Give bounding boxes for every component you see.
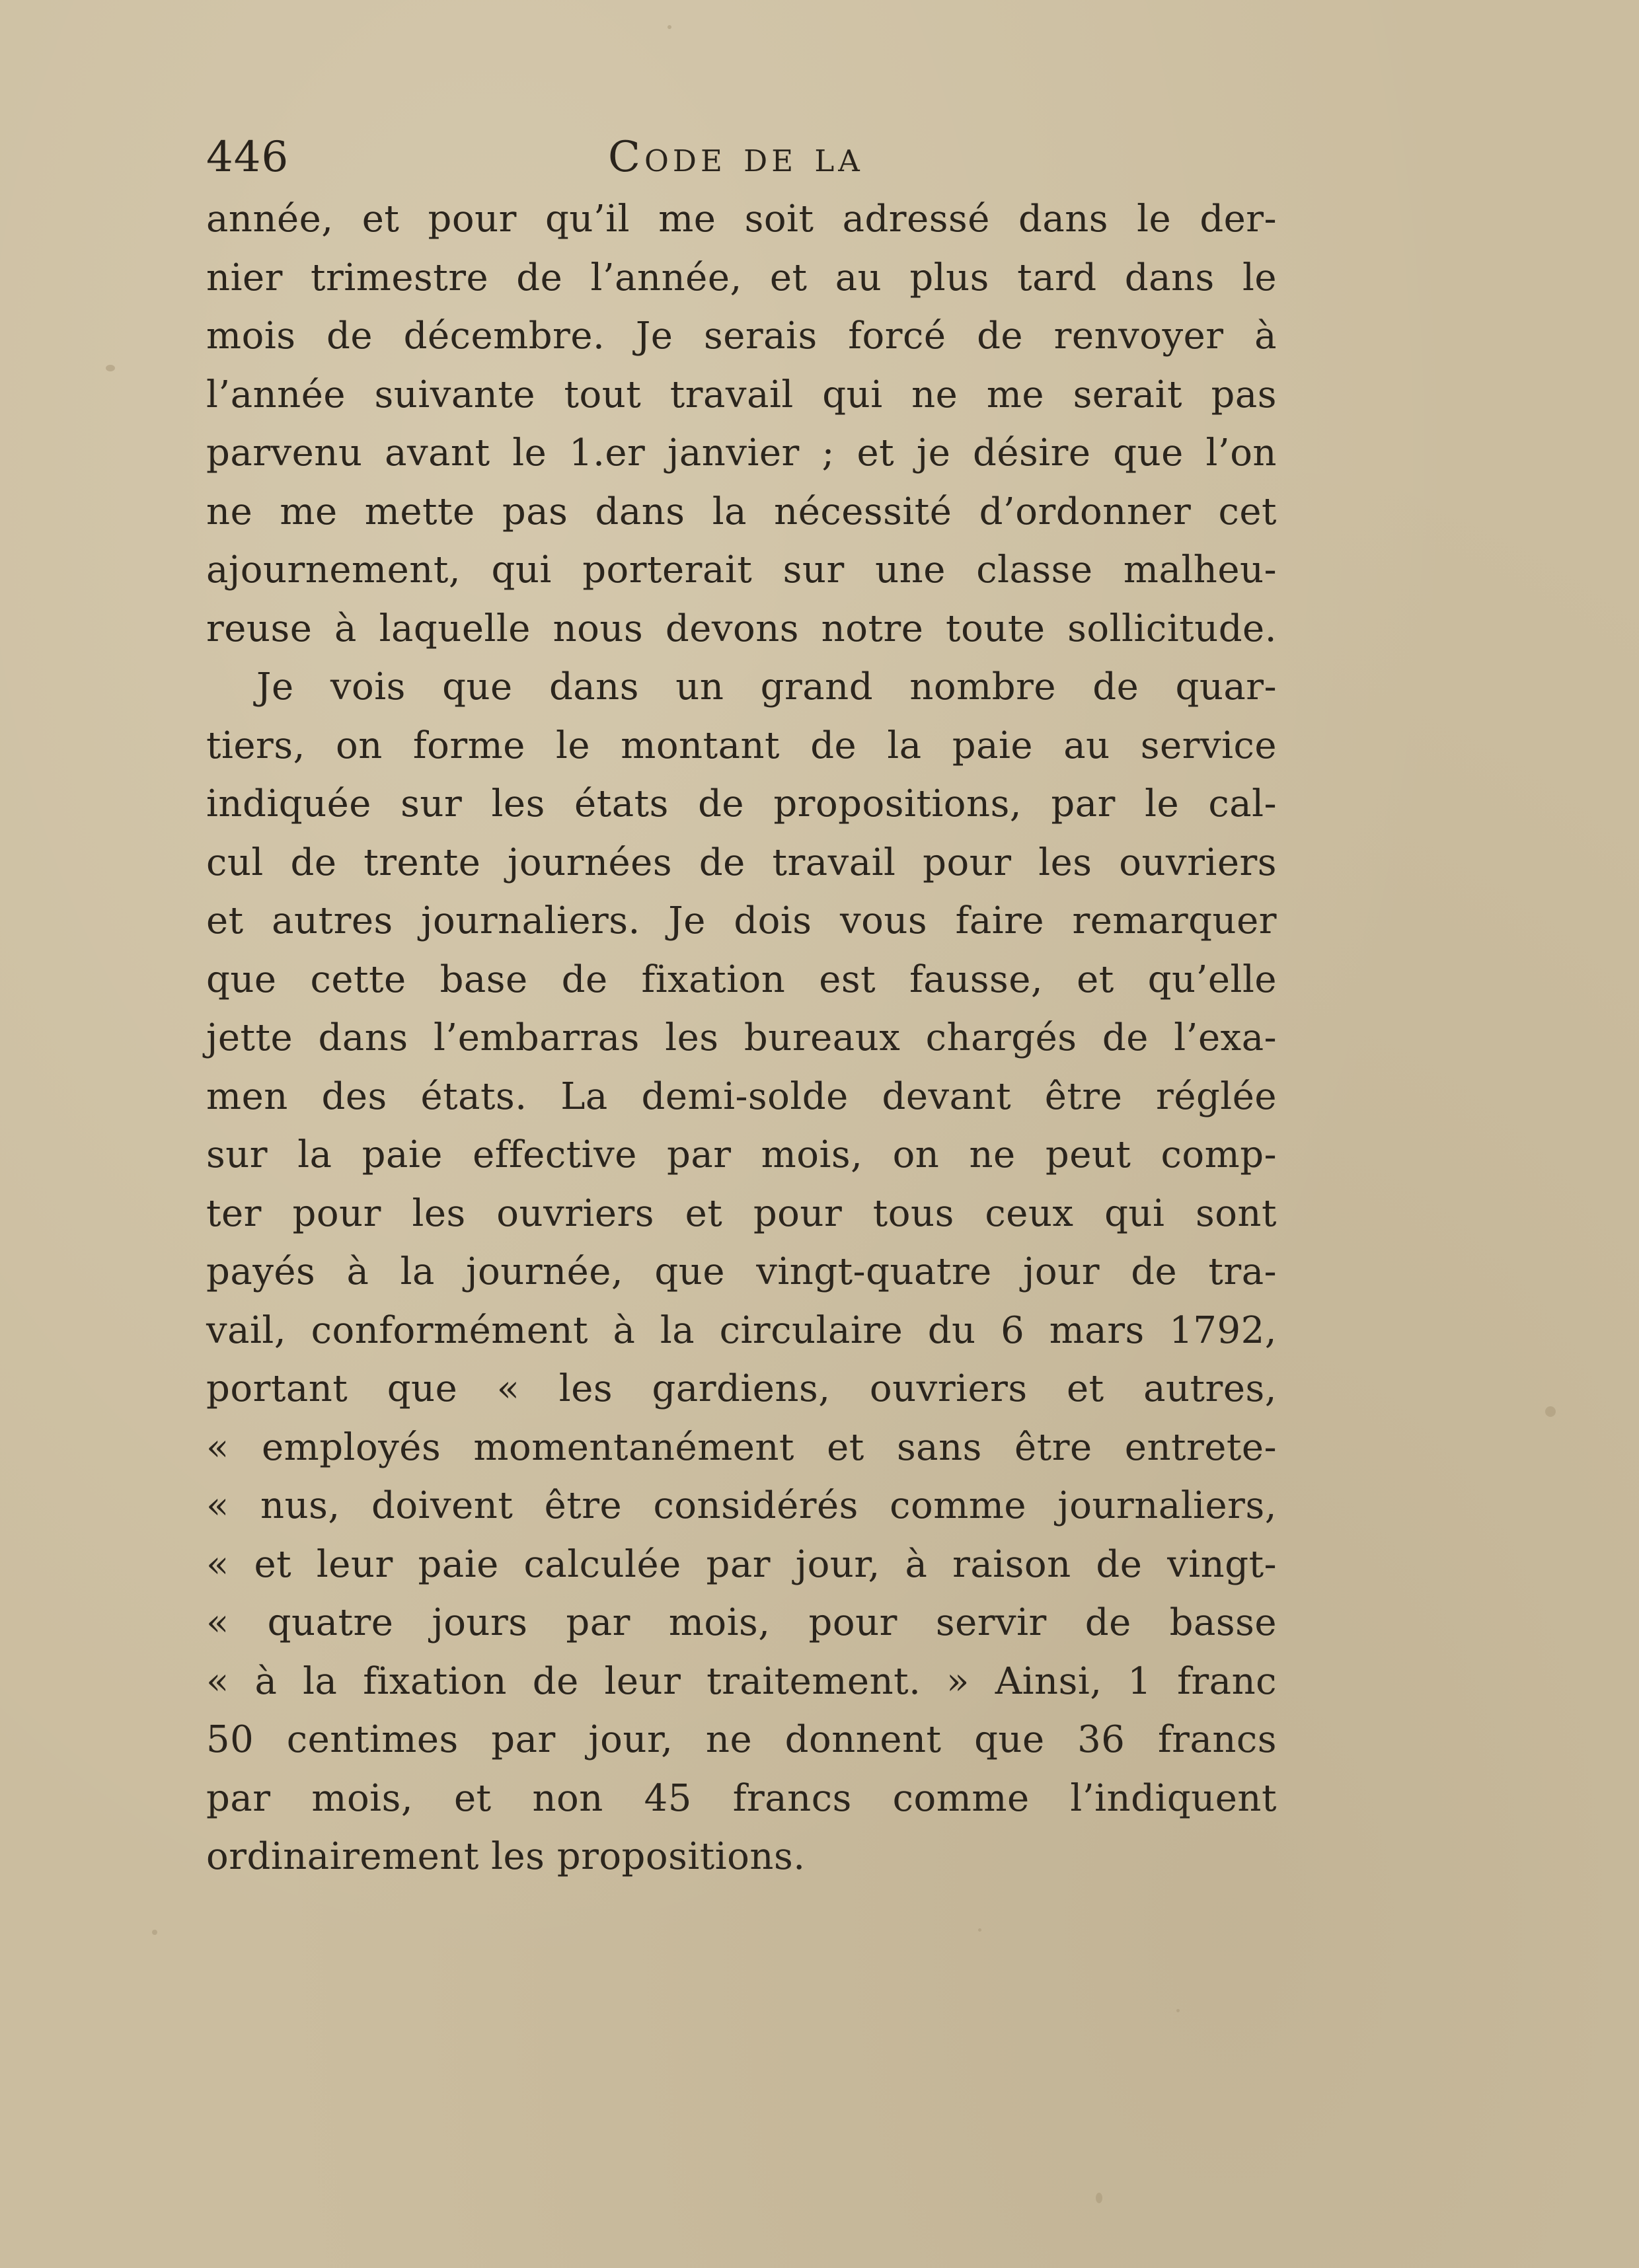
text-line: men des états. La demi-solde devant être réglée bbox=[206, 1075, 1277, 1118]
text-line: et autres journaliers. Je dois vous faire remarquer bbox=[206, 899, 1277, 942]
text-line: « employés momentanément et sans être entrete- bbox=[206, 1425, 1277, 1469]
paper-speck bbox=[1545, 1406, 1556, 1417]
text-line: payés à la journée, que vingt-quatre jour de tra- bbox=[206, 1250, 1277, 1293]
text-line: ordinairement les propositions. bbox=[206, 1835, 806, 1878]
text-line: par mois, et non 45 francs comme l’indiquent bbox=[206, 1776, 1277, 1820]
paper-speck bbox=[1096, 2193, 1102, 2203]
paper-speck bbox=[667, 25, 671, 29]
text-line: ter pour les ouvriers et pour tous ceux qui sont bbox=[206, 1191, 1277, 1235]
text-line: 50 centimes par jour, ne donnent que 36 francs bbox=[206, 1718, 1277, 1761]
text-line: vail, conformément à la circulaire du 6 mars 1792, bbox=[206, 1308, 1277, 1352]
text-line: jette dans l’embarras les bureaux chargés de l’exa- bbox=[206, 1016, 1277, 1059]
running-head: Code de la bbox=[608, 133, 864, 182]
body-text bbox=[206, 190, 1277, 1887]
text-line: sur la paie effective par mois, on ne peut comp- bbox=[206, 1133, 1277, 1176]
text-line: indiquée sur les états de propositions, par le cal- bbox=[206, 782, 1277, 825]
text-line: mois de décembre. Je serais forcé de renvoyer à bbox=[206, 315, 1277, 358]
text-line: ajournement, qui porterait sur une classe malheu- bbox=[206, 548, 1277, 591]
text-line: année, et pour qu’il me soit adressé dans le der- bbox=[206, 198, 1277, 241]
paper-speck bbox=[106, 365, 115, 371]
text-line: ne me mette pas dans la nécessité d’ordonner cet bbox=[206, 490, 1277, 533]
text-line: « et leur paie calculée par jour, à raison de vingt- bbox=[206, 1542, 1277, 1586]
paper-speck bbox=[978, 1928, 981, 1932]
text-line: Je vois que dans un grand nombre de quar- bbox=[256, 665, 1277, 708]
paper-speck bbox=[1176, 2009, 1180, 2012]
text-line: portant que « les gardiens, ouvriers et autres, bbox=[206, 1367, 1277, 1410]
page-header bbox=[206, 131, 1277, 184]
text-line: l’année suivante tout travail qui ne me serait pas bbox=[206, 373, 1277, 416]
text-line: parvenu avant le 1.er janvier ; et je désire que l’on bbox=[206, 432, 1277, 474]
text-line: « quatre jours par mois, pour servir de basse bbox=[206, 1601, 1277, 1644]
page-number: 446 bbox=[206, 133, 289, 182]
text-line: reuse à laquelle nous devons notre toute sollicitude. bbox=[206, 607, 1277, 650]
text-line: cul de trente journées de travail pour les ouvriers bbox=[206, 841, 1277, 884]
text-line: « nus, doivent être considérés comme journaliers, bbox=[206, 1484, 1277, 1527]
text-line: « à la fixation de leur traitement. » Ainsi, 1 franc bbox=[206, 1659, 1277, 1703]
text-line: tiers, on forme le montant de la paie au service bbox=[206, 724, 1277, 767]
paper-speck bbox=[152, 1930, 157, 1935]
text-line: que cette base de fixation est fausse, et qu’elle bbox=[206, 958, 1277, 1001]
text-line: nier trimestre de l’année, et au plus tard dans le bbox=[206, 256, 1277, 299]
